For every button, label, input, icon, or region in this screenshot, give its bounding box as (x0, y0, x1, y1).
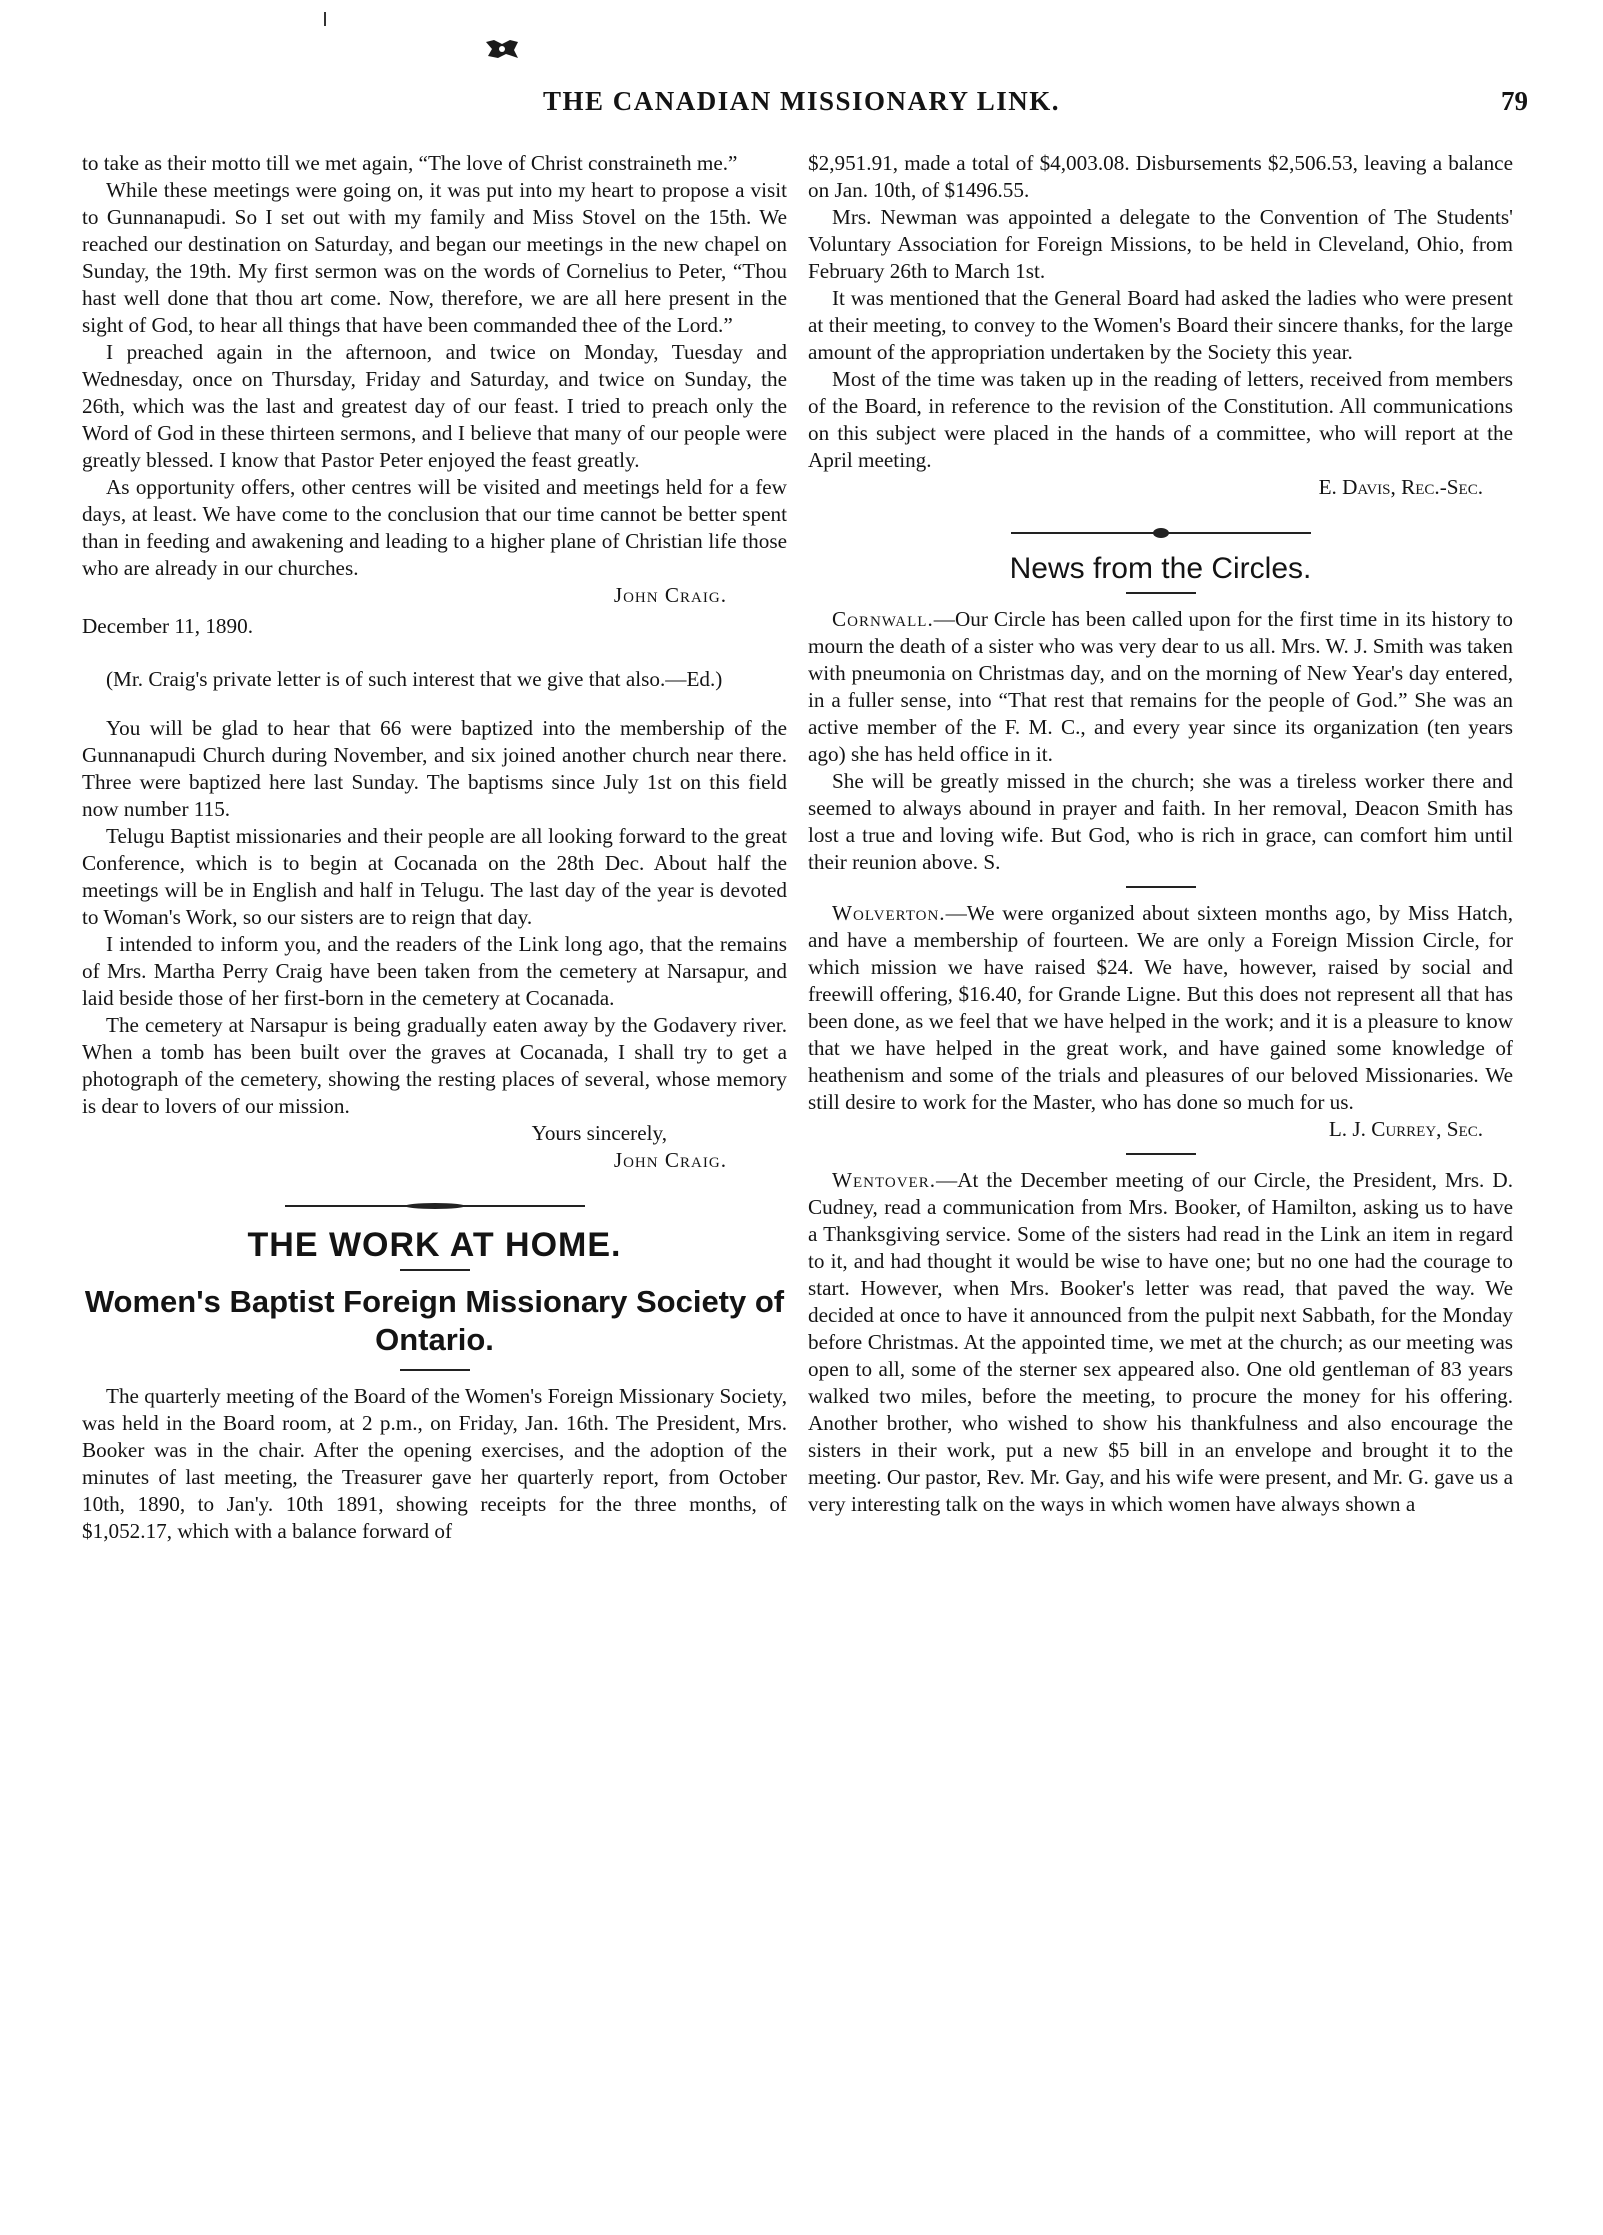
page-number: 79 (1501, 86, 1528, 116)
paragraph: As opportunity offers, other centres will be visited and meetings held for a few days, at least. We have come to the conclusion that our time cannot be better spent than in feeding and awakening and leading to a higher plane of Christian life those who are already in our churches. (82, 475, 787, 580)
section-heading: News from the Circles. (1009, 552, 1312, 585)
circle-report-wolverton (808, 900, 1513, 1116)
paragraph: Most of the time was taken up in the reading of letters, received from members of the Board, in reference to the revision of the Constitution. All communications on this subject were placed in the hands of a committee, who will report at the April meeting. (808, 367, 1513, 472)
running-header (0, 86, 1603, 126)
masthead-ornament-icon (484, 38, 520, 60)
paragraph: Mrs. Newman was appointed a delegate to the Convention of The Students' Voluntary Association for Foreign Missions, to be held in Cleveland, Ohio, from February 26th to March 1st. (808, 205, 1513, 283)
stray-mark (324, 12, 326, 26)
section-divider (1011, 525, 1311, 541)
report-text: —At the December meeting of our Circle, the President, Mrs. D. Cudney, read a communication from Mrs. Booker, of Hamilton, asking us to have a Thanksgiving service. Some of the sisters had read in the Link an item in regard to it, and had thought it would be wise to have one; but no one had the courage to start. However, when Mrs. Booker's letter was read, that paved the way. We decided at once to have it announced from the pulpit next Sabbath, for the Monday before Christmas. At the appointed time, we met at the church; as our meeting was open to all, some of the sterner sex appeared also. One old gentleman of 83 years walked two miles, before the meeting, to procure the money for his offering. Another brother, who wished to show his thankfulness and also encourage the sisters in their work, put a new $5 bill in an envelope and brought it to the meeting. Our pastor, Rev. Mr. Gay, and his wife were present, and Mr. G. gave us a very interesting talk on the ways in which women have always shown a (808, 1168, 1513, 1516)
report-rule (1126, 1153, 1196, 1155)
signature: E. Davis, Rec.-Sec. (1318, 475, 1483, 499)
section-heading: THE WORK AT HOME. (247, 1226, 622, 1264)
heading-rule (1126, 592, 1196, 594)
paragraph: I preached again in the afternoon, and twice on Monday, Tuesday and Wednesday, once on Thursday, Friday and Saturday, and twice on Sunday, the 26th, which was the last and greatest day of our feast. I tried to preach only the Word of God in these thirteen sermons, and I believe that many of our people were greatly blessed. I know that Pastor Peter enjoyed the feast greatly. (82, 340, 787, 472)
heading-rule (400, 1269, 470, 1271)
signature: John Craig. (613, 1148, 727, 1172)
report-lead: Cornwall. (832, 607, 934, 631)
circle-report-cornwall (808, 606, 1513, 768)
report-text: —Our Circle has been called upon for the first time in its history to mourn the death of a sister who was very dear to us all. Mrs. W. J. Smith was taken with pneumonia on Christmas day, and on the morning of New Year's day entered, in a fuller sense, into “That rest that remains for the people of God.” She was an active member of the F. M. C., and every year since its organization (ten years ago) she has held office in it. (808, 607, 1513, 766)
heading-rule (400, 1369, 470, 1371)
report-lead: Wentover. (832, 1168, 937, 1192)
signature: John Craig. (613, 583, 727, 607)
right-column (808, 150, 1513, 2200)
report-text: —We were organized about sixteen months ago, by Miss Hatch, and have a membership of fourteen. We are only a Foreign Mission Circle, for which mission we have raised $24. We have, however, raised by social and freewill offering, $16.40, for Grande Ligne. But this does not represent all that has been done, as we feel that we have helped in the work; and it is a pleasure to know that we have helped in the great work, and have gained some knowledge of heathenism and some of the trials and pleasures of our beloved Missionaries. We still desire to work for the Master, who has done so much for us. (808, 901, 1513, 1114)
journal-title: THE CANADIAN MISSIONARY LINK. (542, 86, 1061, 116)
paragraph: It was mentioned that the General Board had asked the ladies who were present at their meeting, to convey to the Women's Board their sincere thanks, for the large amount of the appropriation undertaken by the Society this year. (808, 286, 1513, 364)
closing: Yours sincerely, (531, 1121, 667, 1145)
paragraph: $2,951.91, made a total of $4,003.08. Disbursements $2,506.53, leaving a balance on Jan. 10th, of $1496.55. (808, 151, 1513, 202)
section-divider (285, 1198, 585, 1214)
circle-report-wentover (808, 1167, 1513, 1518)
letter-date: December 11, 1890. (82, 614, 254, 638)
paragraph: Telugu Baptist missionaries and their people are all looking forward to the great Conference, which is to begin at Cocanada on the 28th Dec. About half the meetings will be in English and half in Telugu. The last day of the year is devoted to Woman's Work, so our sisters are to reign that day. (82, 824, 787, 929)
report-lead: Wolverton. (832, 901, 946, 925)
paragraph: While these meetings were going on, it was put into my heart to propose a visit to Gunnanapudi. So I set out with my family and Miss Stovel on the 15th. We reached our destination on Saturday, and began our meetings in the new chapel on Sunday, the 19th. My first sermon was on the words of Cornelius to Peter, “Thou hast well done that thou art come. Now, therefore, we are all here present in the sight of God, to hear all things that have been commanded thee of the Lord.” (82, 178, 787, 337)
paragraph: She will be greatly missed in the church; she was a tireless worker there and seemed to always abound in prayer and faith. In her removal, Deacon Smith has lost a true and loving wife. But God, who is rich in grace, can comfort him until their reunion above. S. (808, 769, 1513, 874)
report-rule (1126, 886, 1196, 888)
left-column (82, 150, 787, 2200)
paragraph: to take as their motto till we met again, “The love of Christ constraineth me.” (82, 151, 738, 175)
editor-note: (Mr. Craig's private letter is of such interest that we give that also.—Ed.) (106, 667, 723, 691)
signature: L. J. Currey, Sec. (1328, 1117, 1483, 1141)
paragraph: The quarterly meeting of the Board of the Women's Foreign Missionary Society, was held in the Board room, at 2 p.m., on Friday, Jan. 16th. The President, Mrs. Booker was in the chair. After the opening exercises, and the adoption of the minutes of last meeting, the Treasurer gave her quarterly report, from October 10th, 1890, to Jan'y. 10th 1891, showing receipts for the three months, of $1,052.17, which with a balance forward of (82, 1384, 787, 1543)
paragraph: You will be glad to hear that 66 were baptized into the membership of the Gunnanapudi Church during November, and six joined another church near there. Three were baptized here last Sunday. The baptisms since July 1st on this field now number 115. (82, 716, 787, 821)
article-heading: Women's Baptist Foreign Missionary Society of Ontario. (84, 1284, 785, 1357)
paragraph: I intended to inform you, and the readers of the Link long ago, that the remains of Mrs. Martha Perry Craig have been taken from the cemetery at Narsapur, and laid beside those of her first-born in the cemetery at Cocanada. (82, 932, 787, 1010)
paragraph: The cemetery at Narsapur is being gradually eaten away by the Godavery river. When a tomb has been built over the graves at Cocanada, I shall try to get a photograph of the cemetery, showing the resting places of several, whose memory is dear to lovers of our mission. (82, 1013, 787, 1118)
